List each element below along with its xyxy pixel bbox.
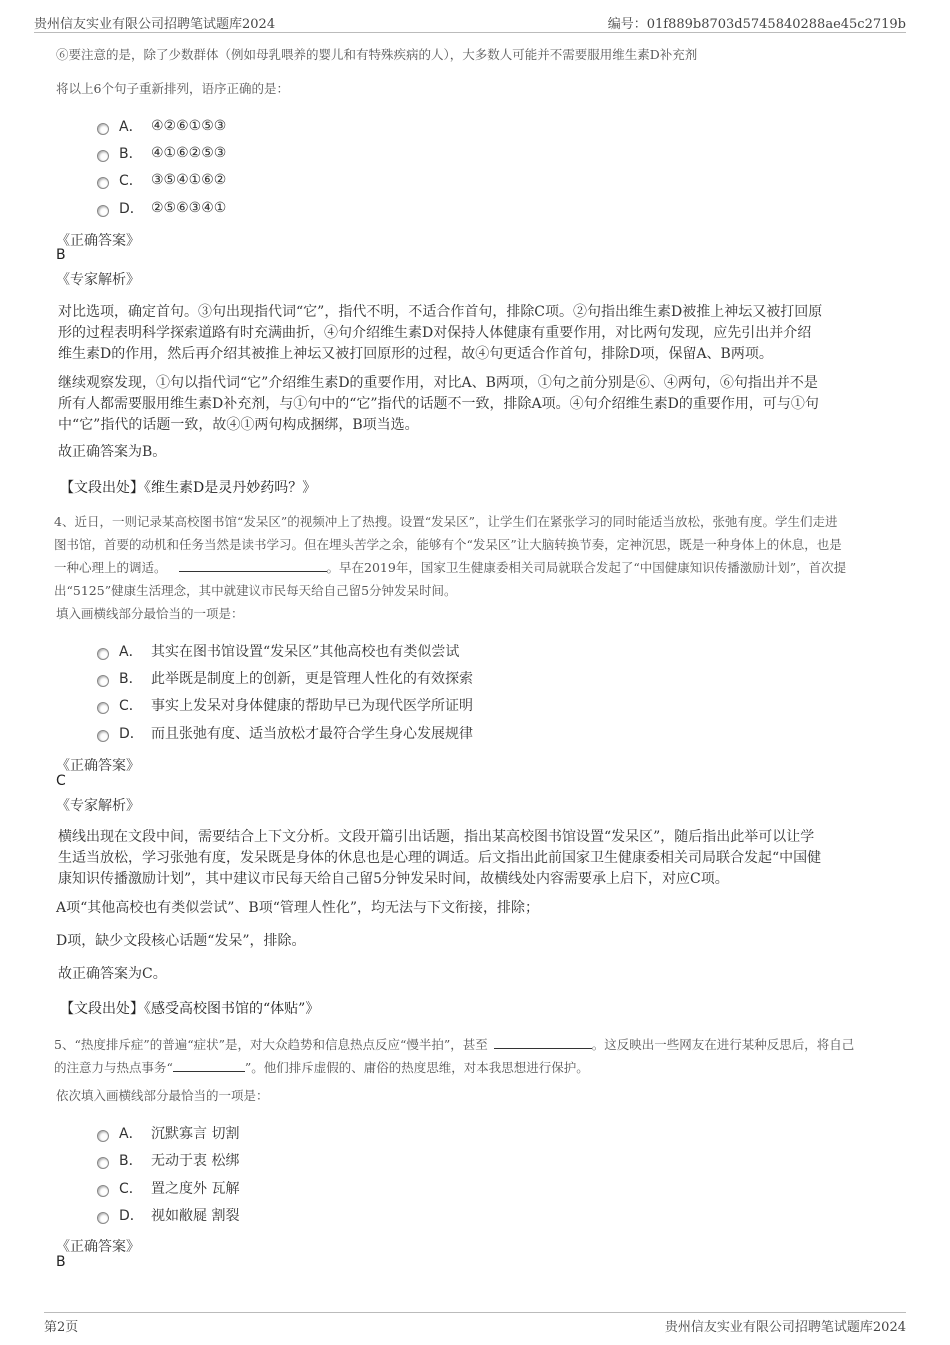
q4-answer: C	[56, 773, 66, 789]
q3-option-a[interactable]: A． ④②⑥①⑤③	[97, 116, 226, 136]
radio-icon[interactable]	[97, 1157, 109, 1169]
radio-icon[interactable]	[97, 150, 109, 162]
radio-icon[interactable]	[97, 123, 109, 135]
q4-option-d[interactable]: D． 而且张弛有度、适当放松才最符合学生身心发展规律	[97, 723, 473, 743]
fill-blank	[179, 557, 327, 572]
radio-icon[interactable]	[97, 702, 109, 714]
q3-analysis-label: 《专家解析》	[56, 272, 140, 288]
radio-icon[interactable]	[97, 205, 109, 217]
q3-option-d[interactable]: D． ②⑤⑥③④①	[97, 198, 226, 218]
q3-source: 【文段出处】《维生素D是灵丹妙药吗？》	[60, 480, 317, 496]
q3-sentence-6: ⑥要注意的是，除了少数群体（例如母乳喂养的婴儿和有特殊疾病的人），大多数人可能并不需要服用维生素D补充剂	[56, 47, 698, 62]
radio-icon[interactable]	[97, 675, 109, 687]
header-title: 贵州信友实业有限公司招聘笔试题库2024	[34, 16, 276, 32]
q5-option-a[interactable]: A． 沉默寡言 切割	[97, 1123, 239, 1143]
q3-option-c[interactable]: C． ③⑤④①⑥②	[97, 170, 226, 190]
q4-analysis-label: 《专家解析》	[56, 798, 140, 814]
page-header	[34, 12, 906, 33]
q4-option-b[interactable]: B． 此举既是制度上的创新，更是管理人性化的有效探索	[97, 668, 473, 688]
q4-prompt: 填入画横线部分最恰当的一项是：	[56, 606, 244, 621]
q4-stem: 4、近日，一则记录某高校图书馆“发呆区”的视频冲上了热搜。设置“发呆区”，让学生们在紧张学习的同时能适当放松，张弛有度。学生们走进 图书馆，首要的动机和任务当然是读书学习。但在埋头苦学之余，能够有个“发呆区”让大脑转换节奏，定神沉思，既是一种身体上的休息，也是 一种心理上的调适。 。早在2019年，国家卫生健康委相关司局就联合发起了“中国健康知识传播激励计划”，首次提 出“5125”健康生活理念，其中就建议市民每天给自己留5分钟发呆时间。	[54, 514, 847, 598]
q3-option-b[interactable]: B． ④①⑥②⑤③	[97, 143, 226, 163]
q4-option-c[interactable]: C． 事实上发呆对身体健康的帮助早已为现代医学所证明	[97, 695, 473, 715]
radio-icon[interactable]	[97, 1185, 109, 1197]
q4-analysis-d: D项，缺少文段核心话题“发呆”，排除。	[56, 933, 306, 949]
q5-option-d[interactable]: D． 视如敝屣 割裂	[97, 1205, 239, 1225]
radio-icon[interactable]	[97, 177, 109, 189]
q5-option-b[interactable]: B． 无动于衷 松绑	[97, 1150, 239, 1170]
q3-prompt: 将以上6个句子重新排列，语序正确的是：	[56, 81, 289, 96]
radio-icon[interactable]	[97, 1212, 109, 1224]
q3-answer: B	[56, 247, 66, 263]
q4-analysis-paragraph-1: 横线出现在文段中间，需要结合上下文分析。文段开篇引出话题，指出某高校图书馆设置“发呆区”，随后指出此举可以让学 生适当放松，学习张弛有度，发呆既是身体的休息也是心理的调适。后文指出此前国家卫生健康委相关司局联合发起“中国健 康知识传播激励计划”，其中建议市民每天给自己留5分钟发呆时间，故横线处内容需要承上启下，对应C项。	[58, 829, 822, 887]
q4-option-a[interactable]: A． 其实在图书馆设置“发呆区”其他高校也有类似尝试	[97, 641, 459, 661]
q4-analysis-ab: A项“其他高校也有类似尝试”、B项“管理人性化”，均无法与下文衔接，排除；	[56, 900, 540, 916]
radio-icon[interactable]	[97, 1130, 109, 1142]
header-serial: 编号：01f889b8703d5745840288ae45c2719b	[607, 16, 906, 32]
q4-source: 【文段出处】《感受高校图书馆的“体贴”》	[60, 1001, 320, 1017]
radio-icon[interactable]	[97, 730, 109, 742]
fill-blank-1	[494, 1034, 592, 1049]
q5-prompt: 依次填入画横线部分最恰当的一项是：	[56, 1088, 269, 1103]
q5-answer: B	[56, 1254, 66, 1270]
q5-option-c[interactable]: C． 置之度外 瓦解	[97, 1178, 239, 1198]
q4-answer-label: 《正确答案》	[56, 758, 140, 774]
q3-conclusion: 故正确答案为B。	[58, 444, 167, 460]
q5-answer-label: 《正确答案》	[56, 1239, 140, 1255]
q5-stem: 5、“热度排斥症”的普遍“症状”是，对大众趋势和信息热点反应“慢半拍”，甚至 。这反映出一些网友在进行某种反思后，将自己 的注意力与热点事务“ ”。他们排斥虚假的、庸俗的热度思维，对本我思想进行保护。	[54, 1033, 914, 1079]
radio-icon[interactable]	[97, 648, 109, 660]
q4-conclusion: 故正确答案为C。	[58, 966, 167, 982]
fill-blank-2	[173, 1057, 245, 1072]
footer-title: 贵州信友实业有限公司招聘笔试题库2024	[664, 1320, 906, 1335]
q3-answer-label: 《正确答案》	[56, 233, 140, 249]
q3-analysis-paragraph-2: 继续观察发现，①句以指代词“它”介绍维生素D的重要作用，对比A、B两项，①句之前分别是⑥、④两句，⑥句指出并不是 所有人都需要服用维生素D补充剂，与①句中的“它”指代的话题不一致，排除A项。④句介绍维生素D的重要作用，可与①句 中“它”指代的话题一致，故④①两句构成捆绑，B项当选。	[58, 375, 819, 433]
q3-analysis-paragraph-1: 对比选项，确定首句。③句出现指代词“它”，指代不明，不适合作首句，排除C项。②句指出维生素D被推上神坛又被打回原 形的过程表明科学探索道路有时充满曲折，④句介绍维生素D对保持人体健康有重要作用，对比两句发现，应先引出并介绍 维生素D的作用，然后再介绍其被推上神坛又被打回原形的过程，故④句更适合作首句，排除D项，保留A、B两项。	[58, 304, 823, 362]
page-footer	[44, 1312, 906, 1335]
page-number: 第2页	[44, 1320, 79, 1335]
